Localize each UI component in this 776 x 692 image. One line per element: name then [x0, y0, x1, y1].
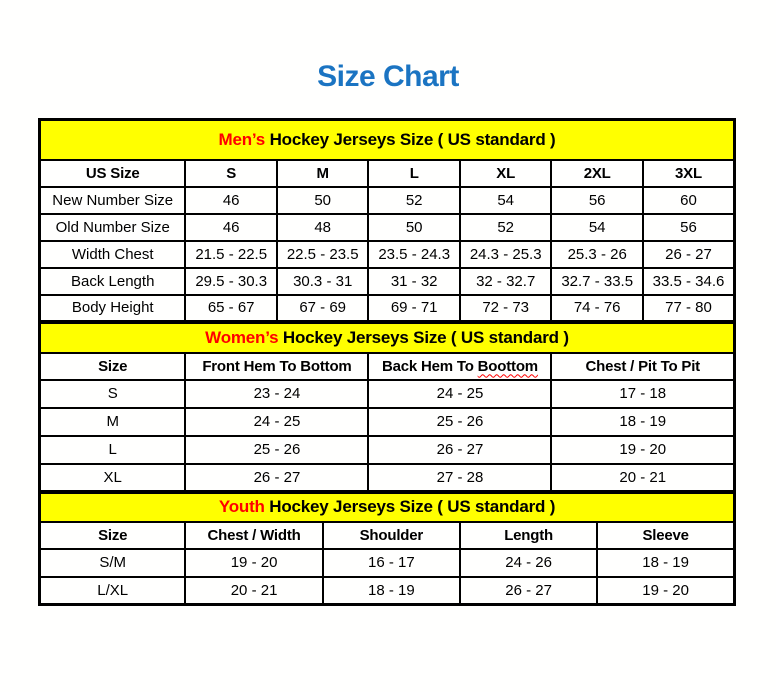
row-label: XL — [40, 464, 186, 492]
size-value-cell: 72 - 73 — [460, 295, 552, 322]
column-header: US Size — [40, 160, 186, 187]
row-label: New Number Size — [40, 187, 186, 214]
size-value-cell: 26 - 27 — [185, 464, 368, 492]
womens-band-title: Women’s Hockey Jerseys Size ( US standard ) — [40, 323, 735, 353]
size-value-cell: 74 - 76 — [551, 295, 643, 322]
size-value-cell: 46 — [185, 214, 277, 241]
size-value-cell: 33.5 - 34.6 — [643, 268, 735, 295]
size-value-cell: 20 - 21 — [185, 577, 322, 605]
table-row — [40, 187, 735, 214]
size-value-cell: 32 - 32.7 — [460, 268, 552, 295]
size-value-cell: 60 — [643, 187, 735, 214]
size-value-cell: 18 - 19 — [551, 408, 734, 436]
size-value-cell: 52 — [368, 187, 460, 214]
row-label: Width Chest — [40, 241, 186, 268]
column-header: Chest / Pit To Pit — [551, 353, 734, 380]
size-value-cell: 25.3 - 26 — [551, 241, 643, 268]
size-value-cell: 50 — [368, 214, 460, 241]
row-label: S/M — [40, 549, 186, 577]
mens-size-table — [38, 118, 736, 323]
youth-band-highlight: Youth — [218, 497, 265, 517]
column-header: Sleeve — [597, 522, 734, 549]
size-value-cell: 22.5 - 23.5 — [277, 241, 369, 268]
size-value-cell: 17 - 18 — [551, 380, 734, 408]
column-header: Length — [460, 522, 597, 549]
row-label: M — [40, 408, 186, 436]
size-value-cell: 31 - 32 — [368, 268, 460, 295]
table-row — [40, 436, 735, 464]
column-header: S — [185, 160, 277, 187]
mens-band-row — [40, 120, 735, 160]
size-value-cell: 67 - 69 — [277, 295, 369, 322]
womens-band-row — [40, 323, 735, 353]
column-header: 3XL — [643, 160, 735, 187]
size-value-cell: 20 - 21 — [551, 464, 734, 492]
size-value-cell: 24 - 25 — [185, 408, 368, 436]
row-label: Old Number Size — [40, 214, 186, 241]
table-row — [40, 549, 735, 577]
table-row — [40, 241, 735, 268]
mens-band-title: Men’s Hockey Jerseys Size ( US standard ) — [40, 120, 735, 160]
size-value-cell: 29.5 - 30.3 — [185, 268, 277, 295]
size-value-cell: 21.5 - 22.5 — [185, 241, 277, 268]
size-value-cell: 48 — [277, 214, 369, 241]
youth-size-table — [38, 491, 736, 606]
size-value-cell: 54 — [460, 187, 552, 214]
column-header: M — [277, 160, 369, 187]
size-value-cell: 52 — [460, 214, 552, 241]
youth-band-title: Youth Hockey Jerseys Size ( US standard ) — [40, 493, 735, 522]
size-value-cell: 27 - 28 — [368, 464, 551, 492]
size-value-cell: 23 - 24 — [185, 380, 368, 408]
row-label: L/XL — [40, 577, 186, 605]
table-row — [40, 464, 735, 492]
column-header: Size — [40, 353, 186, 380]
size-value-cell: 56 — [643, 214, 735, 241]
size-value-cell: 25 - 26 — [368, 408, 551, 436]
size-value-cell: 19 - 20 — [597, 577, 734, 605]
size-value-cell: 32.7 - 33.5 — [551, 268, 643, 295]
table-row — [40, 577, 735, 605]
table-row — [40, 380, 735, 408]
column-header: XL — [460, 160, 552, 187]
misspelled-word: Boottom — [477, 357, 538, 375]
row-label: Body Height — [40, 295, 186, 322]
size-value-cell: 50 — [277, 187, 369, 214]
size-value-cell: 46 — [185, 187, 277, 214]
mens-band-highlight: Men’s — [218, 129, 266, 149]
column-header: Back Hem To Boottom — [368, 353, 551, 380]
size-value-cell: 25 - 26 — [185, 436, 368, 464]
size-value-cell: 65 - 67 — [185, 295, 277, 322]
size-value-cell: 69 - 71 — [368, 295, 460, 322]
column-header: L — [368, 160, 460, 187]
size-value-cell: 24 - 26 — [460, 549, 597, 577]
size-value-cell: 23.5 - 24.3 — [368, 241, 460, 268]
size-value-cell: 56 — [551, 187, 643, 214]
size-value-cell: 77 - 80 — [643, 295, 735, 322]
row-label: Back Length — [40, 268, 186, 295]
table-row — [40, 408, 735, 436]
youth-band-row — [40, 493, 735, 522]
size-value-cell: 19 - 20 — [551, 436, 734, 464]
size-value-cell: 26 - 27 — [643, 241, 735, 268]
womens-band-highlight: Women’s — [205, 327, 279, 347]
table-row — [40, 214, 735, 241]
column-header: Front Hem To Bottom — [185, 353, 368, 380]
size-value-cell: 18 - 19 — [597, 549, 734, 577]
column-header: Shoulder — [323, 522, 460, 549]
row-label: S — [40, 380, 186, 408]
size-value-cell: 30.3 - 31 — [277, 268, 369, 295]
column-header: 2XL — [551, 160, 643, 187]
row-label: L — [40, 436, 186, 464]
size-value-cell: 26 - 27 — [460, 577, 597, 605]
size-value-cell: 54 — [551, 214, 643, 241]
table-row — [40, 268, 735, 295]
column-header: Size — [40, 522, 186, 549]
size-value-cell: 16 - 17 — [323, 549, 460, 577]
page-title: Size Chart — [317, 60, 459, 93]
column-header: Chest / Width — [185, 522, 322, 549]
womens-header-row — [40, 353, 735, 380]
size-value-cell: 18 - 19 — [323, 577, 460, 605]
womens-size-table — [38, 321, 736, 493]
size-tables — [38, 118, 736, 606]
youth-header-row — [40, 522, 735, 549]
size-value-cell: 19 - 20 — [185, 549, 322, 577]
mens-header-row — [40, 160, 735, 187]
size-value-cell: 24.3 - 25.3 — [460, 241, 552, 268]
table-row — [40, 295, 735, 322]
size-value-cell: 26 - 27 — [368, 436, 551, 464]
size-value-cell: 24 - 25 — [368, 380, 551, 408]
